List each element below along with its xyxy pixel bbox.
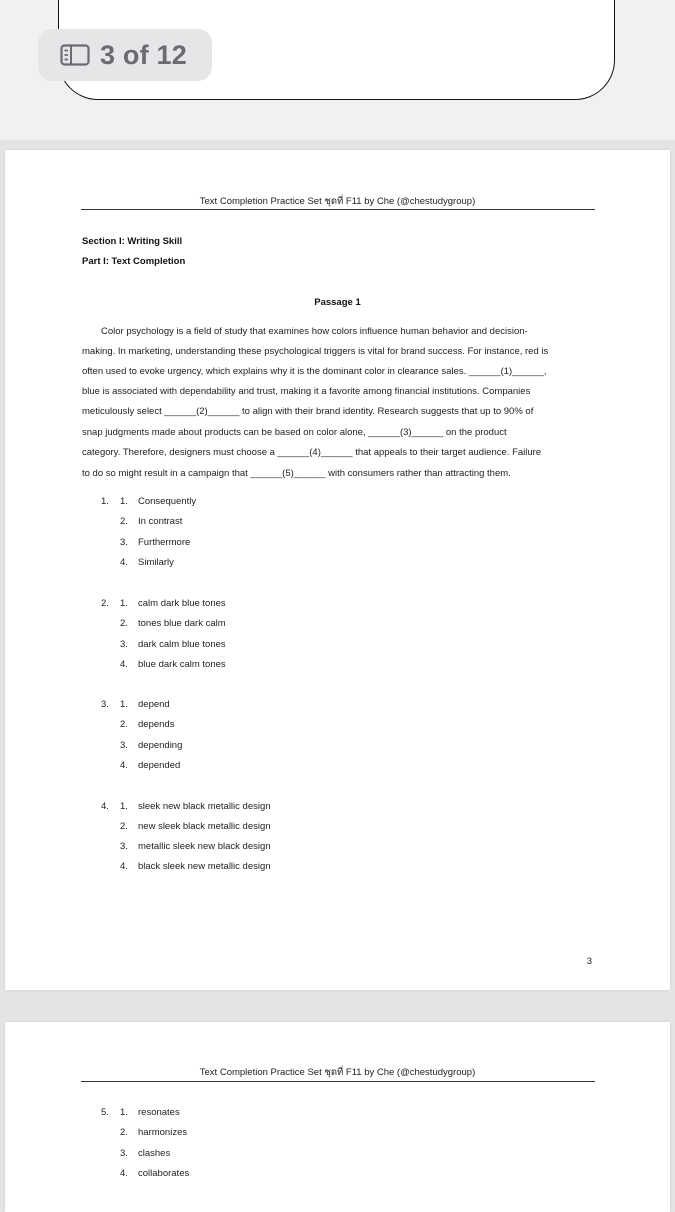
passage-title: Passage 1 (314, 297, 361, 308)
answer-option[interactable]: 1. sleek new black metallic design (120, 801, 271, 812)
passage-line: category. Therefore, designers must choose a ______(4)______ that appeals to their target audience. Failure (82, 447, 542, 458)
answer-option[interactable]: 4. Similarly (120, 557, 174, 568)
question-number: 5. (101, 1107, 109, 1118)
answer-option[interactable]: 4. depended (120, 760, 181, 771)
answer-option[interactable]: 4. collaborates (120, 1168, 190, 1179)
question-number: 3. (101, 699, 109, 710)
passage-line: Color psychology is a field of study that examines how colors influence human behavior and decision- (101, 326, 528, 337)
header-rule (81, 1081, 595, 1082)
answer-option[interactable]: 2. harmonizes (120, 1127, 188, 1138)
answer-option[interactable]: 2. depends (120, 719, 175, 730)
answer-option[interactable]: 3. dark calm blue tones (120, 639, 226, 650)
passage-line: to do so might result in a campaign that ______(5)______ with consumers rather than attracting them. (82, 468, 511, 479)
answer-option[interactable]: 2. new sleek black metallic design (120, 821, 271, 832)
question-number: 4. (101, 801, 109, 812)
page-indicator-text: 3 of 12 (100, 39, 187, 70)
part-title: Part I: Text Completion (82, 256, 186, 267)
answer-option[interactable]: 1. Consequently (120, 496, 197, 507)
answer-option[interactable]: 3. metallic sleek new black design (120, 841, 271, 852)
passage-line: making. In marketing, understanding these psychological triggers is vital for brand success. For instance, red is (82, 346, 549, 357)
answer-option[interactable]: 3. clashes (120, 1148, 171, 1159)
passage-line: often used to evoke urgency, which explains why it is the dominant color in clearance sales. ______(1)______, (82, 366, 547, 377)
document-page-3 (5, 150, 670, 990)
viewer-top-area (0, 0, 675, 140)
answer-option[interactable]: 3. Furthermore (120, 537, 191, 548)
question-number: 2. (101, 598, 109, 609)
answer-option[interactable]: 1. resonates (120, 1107, 180, 1118)
section-title: Section I: Writing Skill (82, 236, 183, 247)
answer-option[interactable]: 1. calm dark blue tones (120, 598, 226, 609)
page-header: Text Completion Practice Set ชุดที่ F11 by Che (@chestudygroup) (199, 196, 476, 207)
header-rule (81, 209, 595, 210)
answer-option[interactable]: 3. depending (120, 740, 183, 751)
page-number: 3 (586, 956, 592, 967)
answer-option[interactable]: 1. depend (120, 699, 170, 710)
passage-line: snap judgments made about products can be based on color alone, ______(3)______ on the product (82, 427, 507, 438)
question-number: 1. (101, 496, 109, 507)
page-thumbnail-icon (60, 44, 90, 66)
page-indicator[interactable] (38, 29, 212, 81)
document-page-4 (5, 1022, 670, 1212)
answer-option[interactable]: 4. black sleek new metallic design (120, 861, 271, 872)
answer-option[interactable]: 4. blue dark calm tones (120, 659, 226, 670)
passage-line: blue is associated with dependability and trust, making it a favorite among financial institutions. Companies (82, 386, 531, 397)
answer-option[interactable]: 2. tones blue dark calm (120, 618, 226, 629)
page-header: Text Completion Practice Set ชุดที่ F11 by Che (@chestudygroup) (199, 1067, 476, 1078)
answer-option[interactable]: 2. In contrast (120, 516, 183, 527)
passage-line: meticulously select ______(2)______ to align with their brand identity. Research suggests that up to 90% of (82, 406, 534, 417)
